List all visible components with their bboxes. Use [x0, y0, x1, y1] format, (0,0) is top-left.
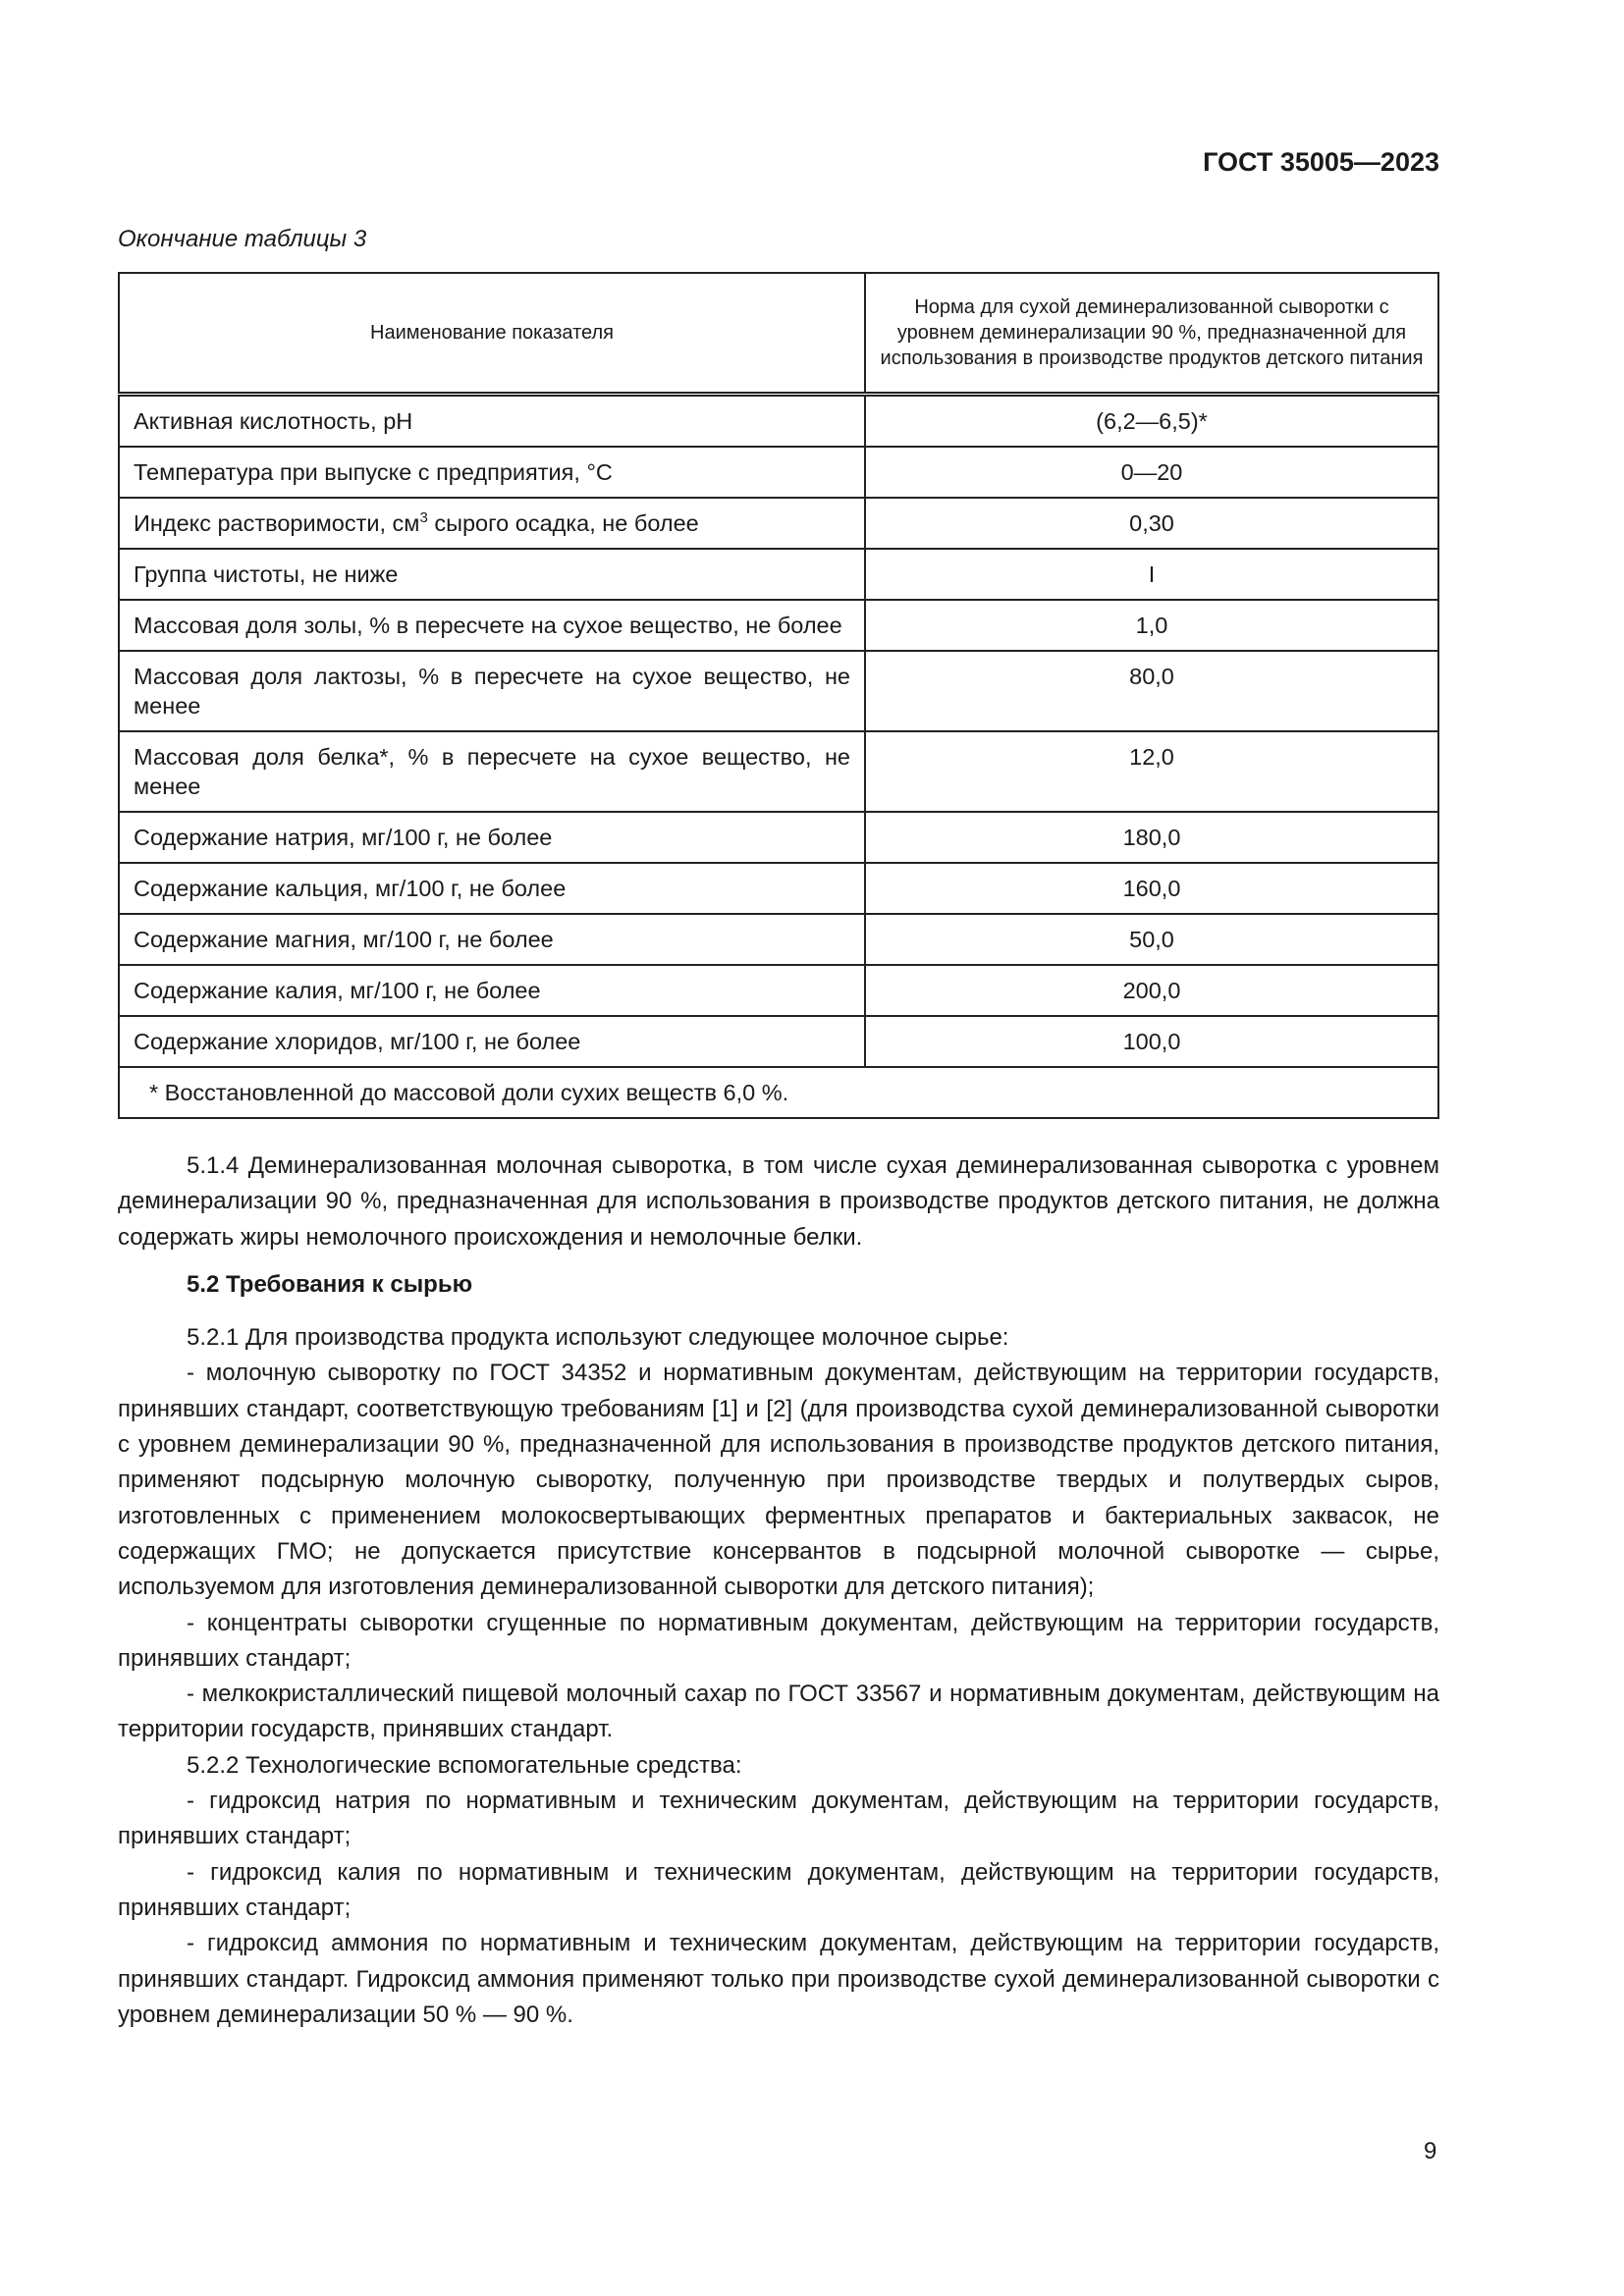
table-row — [119, 914, 1438, 965]
list-item-concentrates: - концентраты сыворотки сгущенные по нормативным документам, действующим на территории государств, принявших стандарт; — [118, 1609, 1439, 1672]
indicator-name: Группа чистоты, не ниже — [119, 549, 865, 600]
table-row — [119, 1016, 1438, 1067]
norm-value: 180,0 — [865, 812, 1438, 863]
document-header-id: ГОСТ 35005—2023 — [1203, 147, 1439, 177]
table-row — [119, 600, 1438, 651]
indicator-name: Температура при выпуске с предприятия, °С — [119, 447, 865, 498]
table-row — [119, 651, 1438, 731]
indicator-name — [119, 498, 865, 549]
table-row — [119, 395, 1438, 448]
norm-value: 0—20 — [865, 447, 1438, 498]
norm-value: (6,2—6,5)* — [865, 395, 1438, 448]
table-header-row — [119, 273, 1438, 395]
list-item-sodium-hydroxide: - гидроксид натрия по нормативным и техническим документам, действующим на территории государств, принявших стандарт; — [118, 1788, 1439, 1850]
norm-value: I — [865, 549, 1438, 600]
table-caption: Окончание таблицы 3 — [118, 226, 367, 252]
list-item-milk-sugar: - мелкокристаллический пищевой молочный сахар по ГОСТ 33567 и нормативным документам, действующим на территории государств, принявших стандарт. — [118, 1681, 1439, 1743]
norm-value: 12,0 — [865, 731, 1438, 812]
indicator-name: Массовая доля золы, % в пересчете на сухое вещество, не более — [119, 600, 865, 651]
body-text — [118, 1148, 1439, 2033]
norm-value: 160,0 — [865, 863, 1438, 914]
column-header-norm: Норма для сухой деминерализованной сыворотки с уровнем деминерализации 90 %, предназначенной для использования в производстве продуктов детского питания — [865, 273, 1438, 395]
indicator-name: Содержание магния, мг/100 г, не более — [119, 914, 865, 965]
indicator-name: Активная кислотность, pH — [119, 395, 865, 448]
indicator-name: Массовая доля белка*, % в пересчете на сухое вещество, не менее — [119, 731, 865, 812]
norm-value: 100,0 — [865, 1016, 1438, 1067]
table-row — [119, 812, 1438, 863]
indicator-name: Содержание калия, мг/100 г, не более — [119, 965, 865, 1016]
page-number: 9 — [1424, 2138, 1437, 2164]
paragraph-5-2-2: 5.2.2 Технологические вспомогательные средства: — [187, 1751, 742, 1779]
table-row — [119, 731, 1438, 812]
norm-value: 200,0 — [865, 965, 1438, 1016]
indicator-name-text: сырого осадка, не более — [427, 510, 699, 536]
requirements-table — [118, 272, 1439, 1119]
list-item-whey: - молочную сыворотку по ГОСТ 34352 и нормативным документам, действующим на территории государств, принявших стандарт, соответствующую требованиям [1] и [2] (для производства сухой деминерализованной сыворотки с уровнем деминерализации 90 %, предназначенной для использования в производстве продуктов детского питания, применяют подсырную молочную сыворотку, полученную при производстве твердых и полутвердых сыров, изготовленных с применением молокосвертывающих ферментных препаратов и бактериальных заквасок, не содержащих ГМО; не допускается присутствие консервантов в подсырной молочной сыворотке — сырье, используемом для изготовления деминерализованной сыворотки для детского питания); — [118, 1360, 1439, 1601]
table-row — [119, 549, 1438, 600]
table-row — [119, 965, 1438, 1016]
norm-value: 50,0 — [865, 914, 1438, 965]
superscript: 3 — [419, 509, 428, 527]
indicator-name: Содержание хлоридов, мг/100 г, не более — [119, 1016, 865, 1067]
section-heading-5-2: 5.2 Требования к сырью — [187, 1270, 473, 1298]
table-row — [119, 498, 1438, 549]
table-footnote: * Восстановленной до массовой доли сухих веществ 6,0 %. — [119, 1067, 1438, 1118]
list-item-potassium-hydroxide: - гидроксид калия по нормативным и техническим документам, действующим на территории государств, принявших стандарт; — [118, 1858, 1439, 1921]
indicator-name: Содержание кальция, мг/100 г, не более — [119, 863, 865, 914]
list-item-ammonium-hydroxide: - гидроксид аммония по нормативным и техническим документам, действующим на территории государств, принявших стандарт. Гидроксид аммония применяют только при производстве сухой деминерализованной сыворотки с уровнем деминерализации 50 % — 90 %. — [118, 1930, 1439, 2028]
norm-value: 0,30 — [865, 498, 1438, 549]
norm-value: 1,0 — [865, 600, 1438, 651]
indicator-name: Содержание натрия, мг/100 г, не более — [119, 812, 865, 863]
paragraph-5-1-4: 5.1.4 Деминерализованная молочная сыворотка, в том числе сухая деминерализованная сыворотка с уровнем деминерализации 90 %, предназначенная для использования в производстве продуктов детского питания, не должна содержать жиры немолочного происхождения и немолочные белки. — [118, 1152, 1439, 1251]
paragraph-5-2-1: 5.2.1 Для производства продукта используют следующее молочное сырье: — [187, 1324, 1009, 1352]
norm-value: 80,0 — [865, 651, 1438, 731]
table-footnote-row — [119, 1067, 1438, 1118]
column-header-indicator: Наименование показателя — [119, 273, 865, 395]
indicator-name: Массовая доля лактозы, % в пересчете на сухое вещество, не менее — [119, 651, 865, 731]
table-row — [119, 863, 1438, 914]
table-row — [119, 447, 1438, 498]
indicator-name-text: Индекс растворимости, см — [134, 510, 420, 536]
